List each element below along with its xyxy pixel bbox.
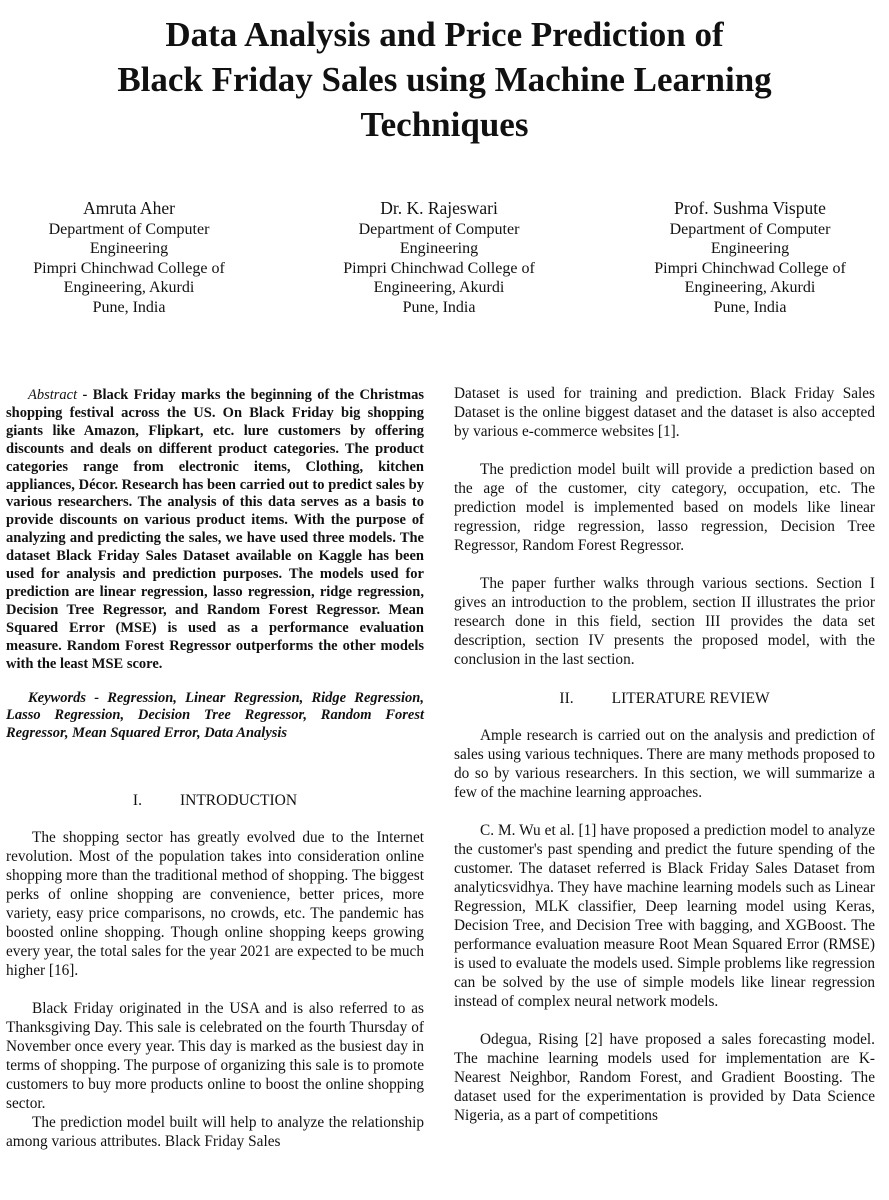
body-paragraph: The paper further walks through various sections. Section I gives an introduction to the problem, section II illustrates the prior research done in this field, section III provides the data set description, section IV presents the proposed model, with the conclusion in the last section. xyxy=(454,575,875,668)
author-name: Amruta Aher xyxy=(83,198,175,218)
author-name: Prof. Sushma Vispute xyxy=(674,198,826,218)
author-affiliation-line: Department of Computer xyxy=(358,221,520,238)
abstract-label: Abstract xyxy=(28,387,78,403)
author-affiliation-line: Pimpri Chinchwad College of xyxy=(654,259,846,277)
author-affiliation-line: Pune, India xyxy=(402,298,476,316)
author-affiliation-line: Engineering, Akurdi xyxy=(373,279,505,297)
body-paragraph: Ample research is carried out on the analysis and prediction of sales using various techniques. There are many methods proposed to do so by various researchers. In this section, we will summarize a few of the machine learning approaches. xyxy=(454,727,875,801)
body-paragraph: Odegua, Rising [2] have proposed a sales forecasting model. The machine learning models used for implementation are K-Nearest Neighbor, Random Forest, and Gradient Boosting. The dataset used for the experimentation is provided by Data Science Nigeria, as a part of competitions xyxy=(454,1031,875,1124)
author-affiliation-line: Engineering xyxy=(89,240,169,258)
section-heading-introduction xyxy=(6,791,424,810)
title-line: Data Analysis and Price Prediction of xyxy=(165,15,724,54)
abstract-text: - Black Friday marks the beginning of the Christmas shopping festival across the US. On Black Friday big shopping giants like Amazon, Flipkart, etc. lure customers by offering discounts and deals on different product categories. The product categories range from electronic items, Clothing, kitchen appliances, Décor. Research has been carried out to predict sales by various researchers. The analysis of this data serves as a basis to provide discounts on various product items. With the purpose of analyzing and predicting the sales, we have used three models. The dataset Black Friday Sales Dataset available on Kaggle has been used for analysis and prediction purposes. The models used for prediction are linear regression, lasso regression, ridge regression, Decision Tree Regressor, and Random Forest Regressor. Mean Squared Error (MSE) is used as a performance evaluation measure. Random Forest Regressor outperforms the other models with the least MSE score. xyxy=(6,387,424,672)
author-affiliation-line: Department of Computer xyxy=(48,221,210,238)
title-line: Black Friday Sales using Machine Learning xyxy=(117,60,772,99)
right-column xyxy=(454,384,875,1125)
author-affiliation-line: Engineering xyxy=(710,240,790,258)
author-affiliation-line: Pimpri Chinchwad College of xyxy=(343,259,535,277)
author-affiliation-line: Engineering xyxy=(399,240,479,258)
left-column xyxy=(6,387,424,1151)
author-affiliation-line: Department of Computer xyxy=(669,221,831,238)
section-number: II. xyxy=(559,690,574,707)
author-block-1 xyxy=(0,197,264,317)
title-line: Techniques xyxy=(360,105,529,144)
section-title: INTRODUCTION xyxy=(179,792,298,810)
author-affiliation-line: Pimpri Chinchwad College of xyxy=(33,259,225,277)
body-paragraph: The prediction model built will provide a prediction based on the age of the customer, city category, occupation, etc. The prediction model is implemented based on models like linear regression, ridge regression, lasso regression, Decision Tree Regressor, Random Forest Regressor. xyxy=(454,461,875,554)
author-name: Dr. K. Rajeswari xyxy=(380,198,498,218)
body-paragraph: C. M. Wu et al. [1] have proposed a prediction model to analyze the customer's past spending and predict the future spending of the customer. The dataset referred is Black Friday Sales Dataset from analyticsvidhya. They have machine learning models such as Linear Regression, MLK classifier, Deep learning model using Keras, Decision Tree, and Decision Tree with bagging, and XGBoost. The performance evaluation measure Root Mean Squared Error (RMSE) is used to evaluate the models used. Simple problems like regression can be solved by the use of simple models like linear regression instead of complex neural network models. xyxy=(454,822,875,1010)
body-paragraph: The prediction model built will help to analyze the relationship among various attributes. Black Friday Sales xyxy=(6,1114,424,1151)
paper-title xyxy=(20,12,869,147)
body-paragraph: The shopping sector has greatly evolved due to the Internet revolution. Most of the population takes into consideration online shopping more than the traditional method of shopping. The biggest perks of online shopping are convenience, better prices, more variety, easy price comparisons, no crowds, etc. The pandemic has boosted online shopping. Though online shopping keeps growing every year, the total sales for the year 2021 are expected to be much higher [16]. xyxy=(6,829,424,980)
author-affiliation-line: Pune, India xyxy=(92,298,166,316)
body-paragraph: Black Friday originated in the USA and is also referred to as Thanksgiving Day. This sale is celebrated on the fourth Thursday of November once every year. This day is marked as the busiest day in terms of shopping. The purpose of organizing this sale is to promote customers to buy more products online to boost the online shopping sector. xyxy=(6,1000,424,1113)
author-affiliation-line: Engineering, Akurdi xyxy=(63,279,195,297)
section-heading-literature-review xyxy=(454,689,875,708)
abstract xyxy=(6,387,424,674)
section-number: I. xyxy=(132,792,142,810)
body-paragraph-continued: Dataset is used for training and prediction. Black Friday Sales Dataset is the online biggest dataset and the dataset is also accepted by various e-commerce websites [1]. xyxy=(454,385,875,440)
author-block-3 xyxy=(615,197,885,317)
author-block-2 xyxy=(304,197,574,317)
author-affiliation-line: Engineering, Akurdi xyxy=(684,279,816,297)
author-affiliation-line: Pune, India xyxy=(713,298,787,316)
section-title: LITERATURE REVIEW xyxy=(611,690,770,707)
keywords: Keywords - Regression, Linear Regression, Ridge Regression, Lasso Regression, Decision Tree Regressor, Random Forest Regressor, Mean Squared Error, Data Analysis xyxy=(6,689,424,742)
